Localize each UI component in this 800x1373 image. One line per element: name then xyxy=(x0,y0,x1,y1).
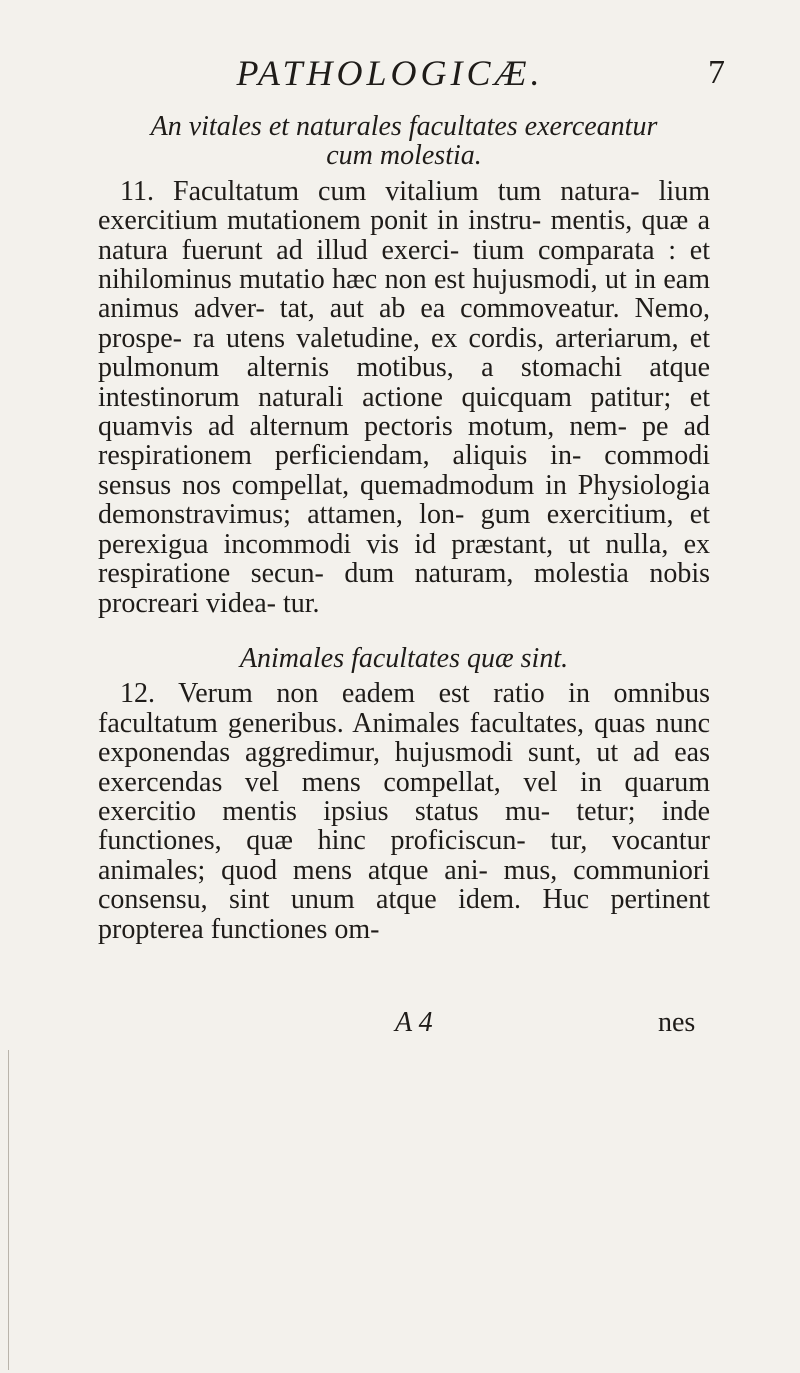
paragraph-12: 12. Verum non eadem est ratio in omnibus facultatum generibus. Animales facultates, quas nunc exponendas aggredimur, hujusmodi sunt, ut ad eas exercendas vel mens compellat, vel in quarum exercitio mentis ipsius status mu- tetur; inde functiones, quæ hinc proficiscun- tur, vocantur animales; quod mens atque ani- mus, communiori consensu, sint unum atque idem. Huc pertinent propterea functiones om- xyxy=(98,678,710,945)
catchword: nes xyxy=(658,1007,696,1038)
scan-edge-line xyxy=(8,1050,9,1370)
running-title: PATHOLOGICÆ. xyxy=(236,53,544,93)
paragraph-11: 11. Facultatum cum vitalium tum natura- lium exercitium mutationem ponit in instru- mentis, quæ a natura fuerunt ad illud exerci- tium comparata : et nihilominus mutatio hæc non est hujusmodi, ut in eam animus adver- tat, aut ab ea commoveatur. Nemo, prospe- ra utens valetudine, ex cordis, arteriarum, et pulmonum alternis motibus, a stomachi atque intestinorum naturali actione quicquam patitur; et quamvis ad alternum pectoris motum, nem- pe ad respirationem perficiendam, aliquis in- commodi sensus nos compellat, quemadmodum in Physiologia demonstravimus; attamen, lon- gum exercitium, et perexigua incommodi vis id præstant, ut nulla, ex respiratione secun- dum naturam, molestia nobis procreari videa- tur. xyxy=(98,175,710,619)
signature-mark: A 4 xyxy=(395,1007,433,1038)
section-heading-2: Animales facultates quæ sint. xyxy=(239,642,569,674)
body-text xyxy=(98,112,710,944)
page-header xyxy=(0,52,800,102)
page-footer xyxy=(0,1007,800,1041)
section-heading-1-line1: An vitales et naturales facultates exerceantur xyxy=(150,111,658,142)
section-heading-1-line2: cum molestia. xyxy=(326,140,482,172)
page-number: 7 xyxy=(708,54,725,91)
